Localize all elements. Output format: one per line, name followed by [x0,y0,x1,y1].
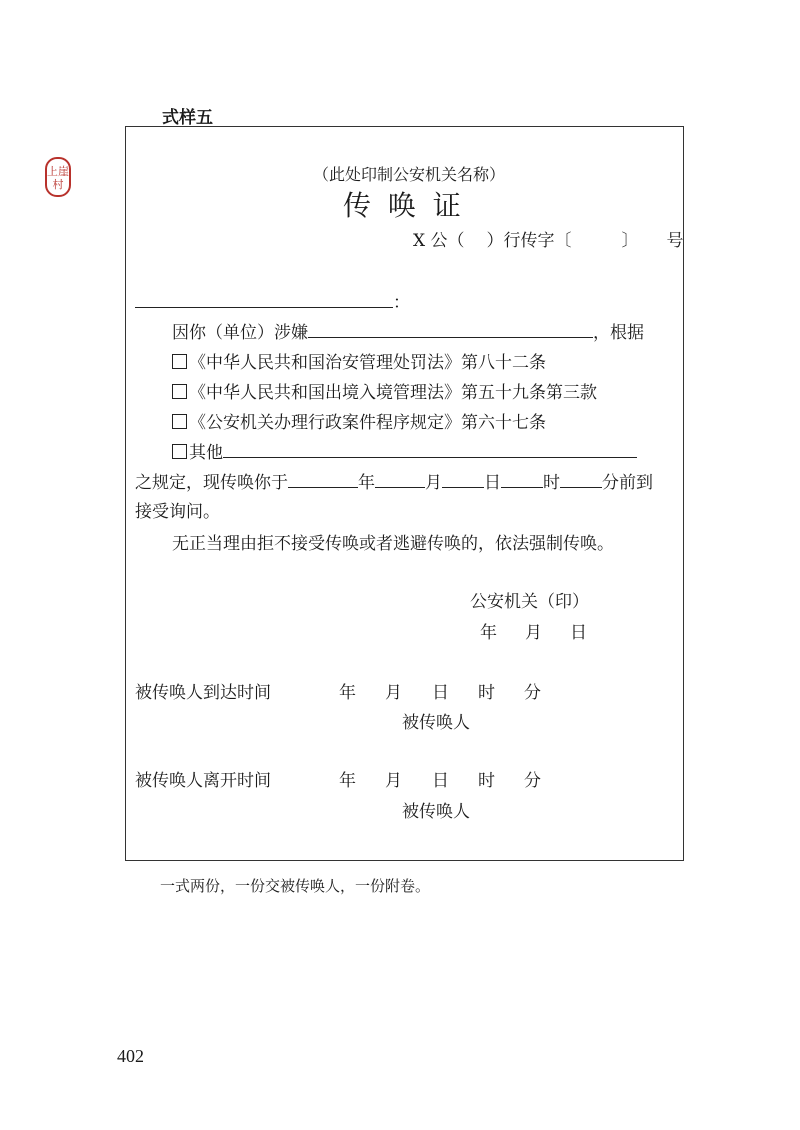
departure-minute: 分 [524,771,541,791]
document-title: 传 唤 证 [343,189,465,222]
summon-month-blank [375,471,425,488]
departure-hour: 时 [478,771,495,791]
page-number: 402 [117,1046,144,1066]
summon-year-blank [288,471,358,488]
header-note: （此处印制公安机关名称） [313,165,506,184]
footnote: 一式两份，一份交被传唤人，一份附卷。 [160,877,431,895]
option-row [172,378,597,403]
departure-month: 月 [385,771,402,791]
issue-date [480,618,587,643]
issue-day: 日 [570,623,587,643]
summon-minute-blank [560,471,602,488]
option-checkbox[interactable] [172,354,187,369]
arrival-time-label: 被传唤人到达时间 [135,683,271,703]
reason-suffix: ，根据 [593,323,644,343]
option-row [172,348,546,373]
issue-year: 年 [480,623,497,643]
summon-hour-blank [501,471,543,488]
summon-day-blank [442,471,484,488]
option-label: 其他 [189,443,223,463]
option-row [172,408,546,433]
doc-number-mid: ）行传字〔 [486,231,572,251]
issuer-seal: 公安机关（印） [470,592,589,612]
arrival-day: 日 [432,683,449,703]
summon-day: 日 [484,473,501,493]
issue-month: 月 [525,623,542,643]
arrival-year: 年 [339,683,356,703]
departure-signer: 被传唤人 [402,802,470,822]
reason-prefix: 因你（单位）涉嫌 [172,323,308,343]
arrival-signer: 被传唤人 [402,713,470,733]
addressee-colon: ： [393,293,410,313]
option-checkbox[interactable] [172,414,187,429]
reason-blank [308,321,593,338]
summon-line-2: 接受询问。 [135,502,220,522]
departure-time-label: 被传唤人离开时间 [135,771,271,791]
summon-hour: 时 [543,473,560,493]
option-row [172,438,637,463]
other-blank [223,441,637,458]
option-checkbox[interactable] [172,444,187,459]
warning-text: 无正当理由拒不接受传唤或者逃避传唤的，依法强制传唤。 [172,534,614,554]
option-label: 《中华人民共和国治安管理处罚法》第八十二条 [189,353,546,373]
form-label: 式样五 [162,108,213,128]
summon-line [135,468,653,493]
summon-lead: 之规定，现传唤你于 [135,473,288,493]
departure-year: 年 [339,771,356,791]
doc-number-line [413,226,684,251]
option-label: 《中华人民共和国出境入境管理法》第五十九条第三款 [189,383,597,403]
doc-number-suffix: 〕 [621,231,639,251]
option-checkbox[interactable] [172,384,187,399]
summon-month: 月 [425,473,442,493]
doc-number-tail: 号 [666,231,684,251]
doc-number-prefix: X 公（ [413,231,465,251]
summon-minute: 分前到 [602,473,653,493]
arrival-month: 月 [385,683,402,703]
arrival-minute: 分 [524,683,541,703]
addressee-line [135,288,410,313]
seal-logo: 上崖村 [45,157,71,197]
departure-day: 日 [432,771,449,791]
addressee-blank [135,291,393,308]
option-label: 《公安机关办理行政案件程序规定》第六十七条 [189,413,546,433]
arrival-hour: 时 [478,683,495,703]
reason-line [172,318,644,343]
summon-year: 年 [358,473,375,493]
